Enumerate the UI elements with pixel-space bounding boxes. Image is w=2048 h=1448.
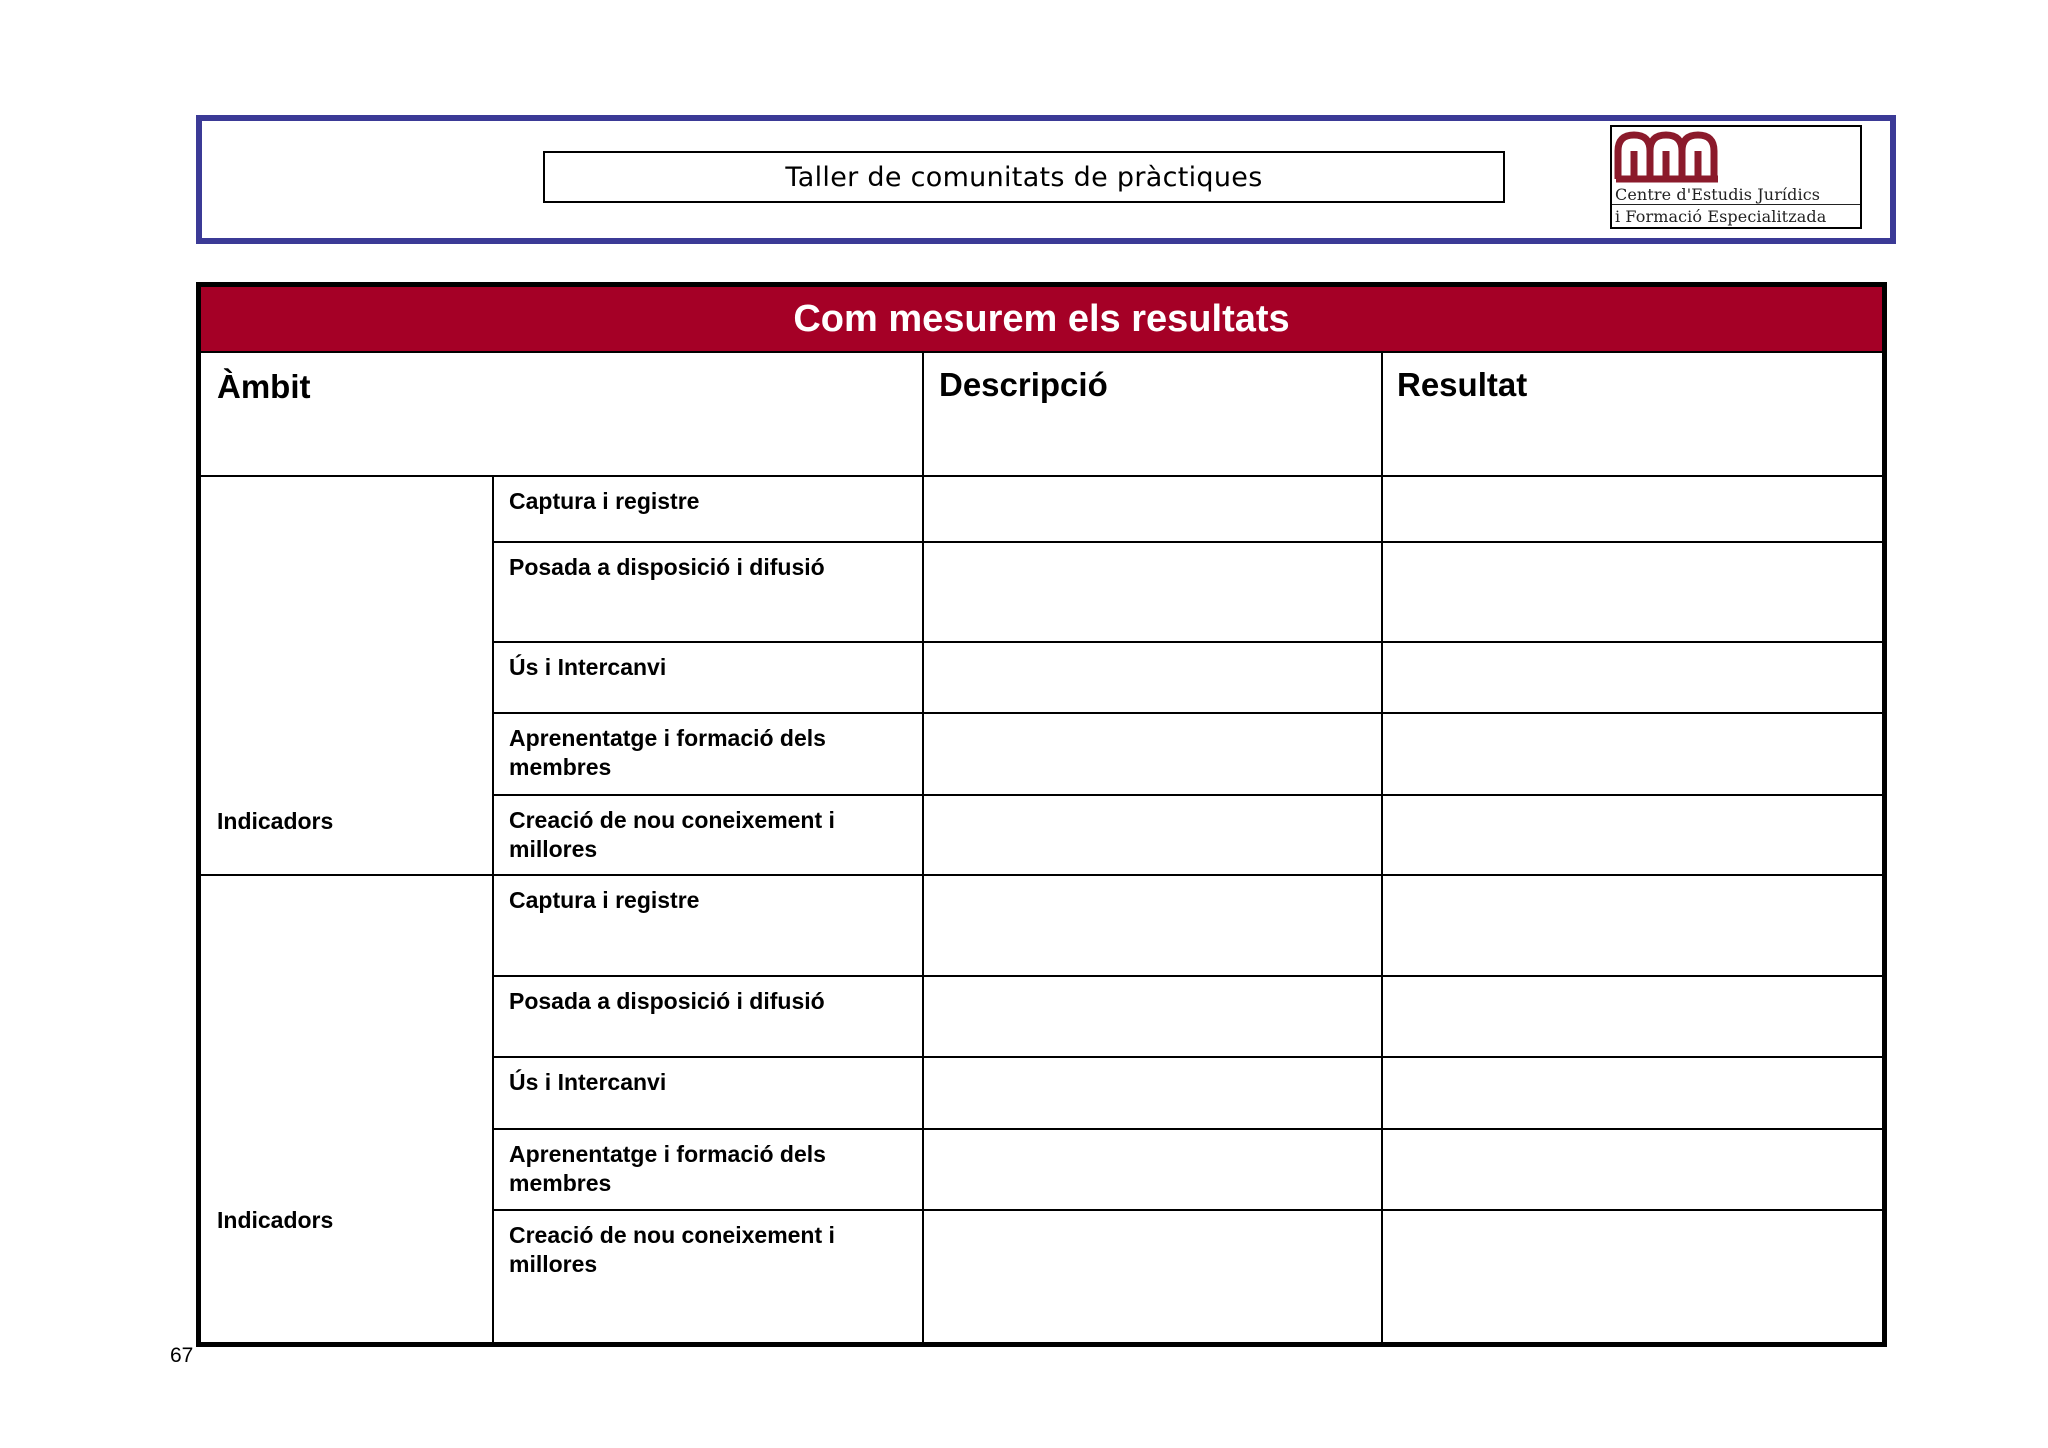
arches-logo-icon	[1614, 129, 1724, 183]
indicator-item: Creació de nou coneixement i millores	[509, 1222, 835, 1277]
indicator-item: Ús i Intercanvi	[509, 654, 667, 680]
row-divider	[492, 712, 1882, 714]
column-header-resultat: Resultat	[1397, 366, 1528, 403]
row-divider	[492, 641, 1882, 643]
institution-logo	[1610, 125, 1862, 229]
row-divider	[492, 1128, 1882, 1130]
indicator-item: Posada a disposició i difusió	[509, 554, 825, 580]
row-divider	[201, 475, 1882, 477]
row-divider	[492, 1209, 1882, 1211]
indicator-item: Captura i registre	[509, 488, 700, 514]
row-divider	[492, 541, 1882, 543]
indicator-item: Aprenentatge i formació dels membres	[509, 725, 826, 780]
logo-divider	[1612, 204, 1860, 205]
row-divider	[492, 975, 1882, 977]
indicator-item: Aprenentatge i formació dels membres	[509, 1141, 826, 1196]
logo-text-line2: i Formació Especialitzada	[1615, 207, 1827, 226]
logo-text-line1: Centre d'Estudis Jurídics	[1615, 185, 1821, 204]
indicator-item: Ús i Intercanvi	[509, 1069, 667, 1095]
page-number: 67	[170, 1344, 194, 1367]
form-title: Com mesurem els resultats	[201, 287, 1882, 351]
group-label: Indicadors	[217, 808, 334, 834]
group-label: Indicadors	[217, 1207, 334, 1233]
row-divider	[492, 1056, 1882, 1058]
column-header-descripcio: Descripció	[939, 366, 1108, 403]
indicator-item: Posada a disposició i difusió	[509, 988, 825, 1014]
row-divider	[492, 794, 1882, 796]
header-frame	[196, 115, 1896, 244]
row-divider	[201, 874, 1882, 876]
indicator-item: Creació de nou coneixement i millores	[509, 807, 835, 862]
column-divider	[922, 351, 924, 1342]
course-title: Taller de comunitats de pràctiques	[543, 151, 1505, 203]
column-divider	[1381, 351, 1383, 1342]
indicator-item: Captura i registre	[509, 887, 700, 913]
row-divider	[201, 351, 1882, 353]
column-header-ambit: Àmbit	[217, 368, 311, 405]
results-form-table	[196, 282, 1887, 1347]
